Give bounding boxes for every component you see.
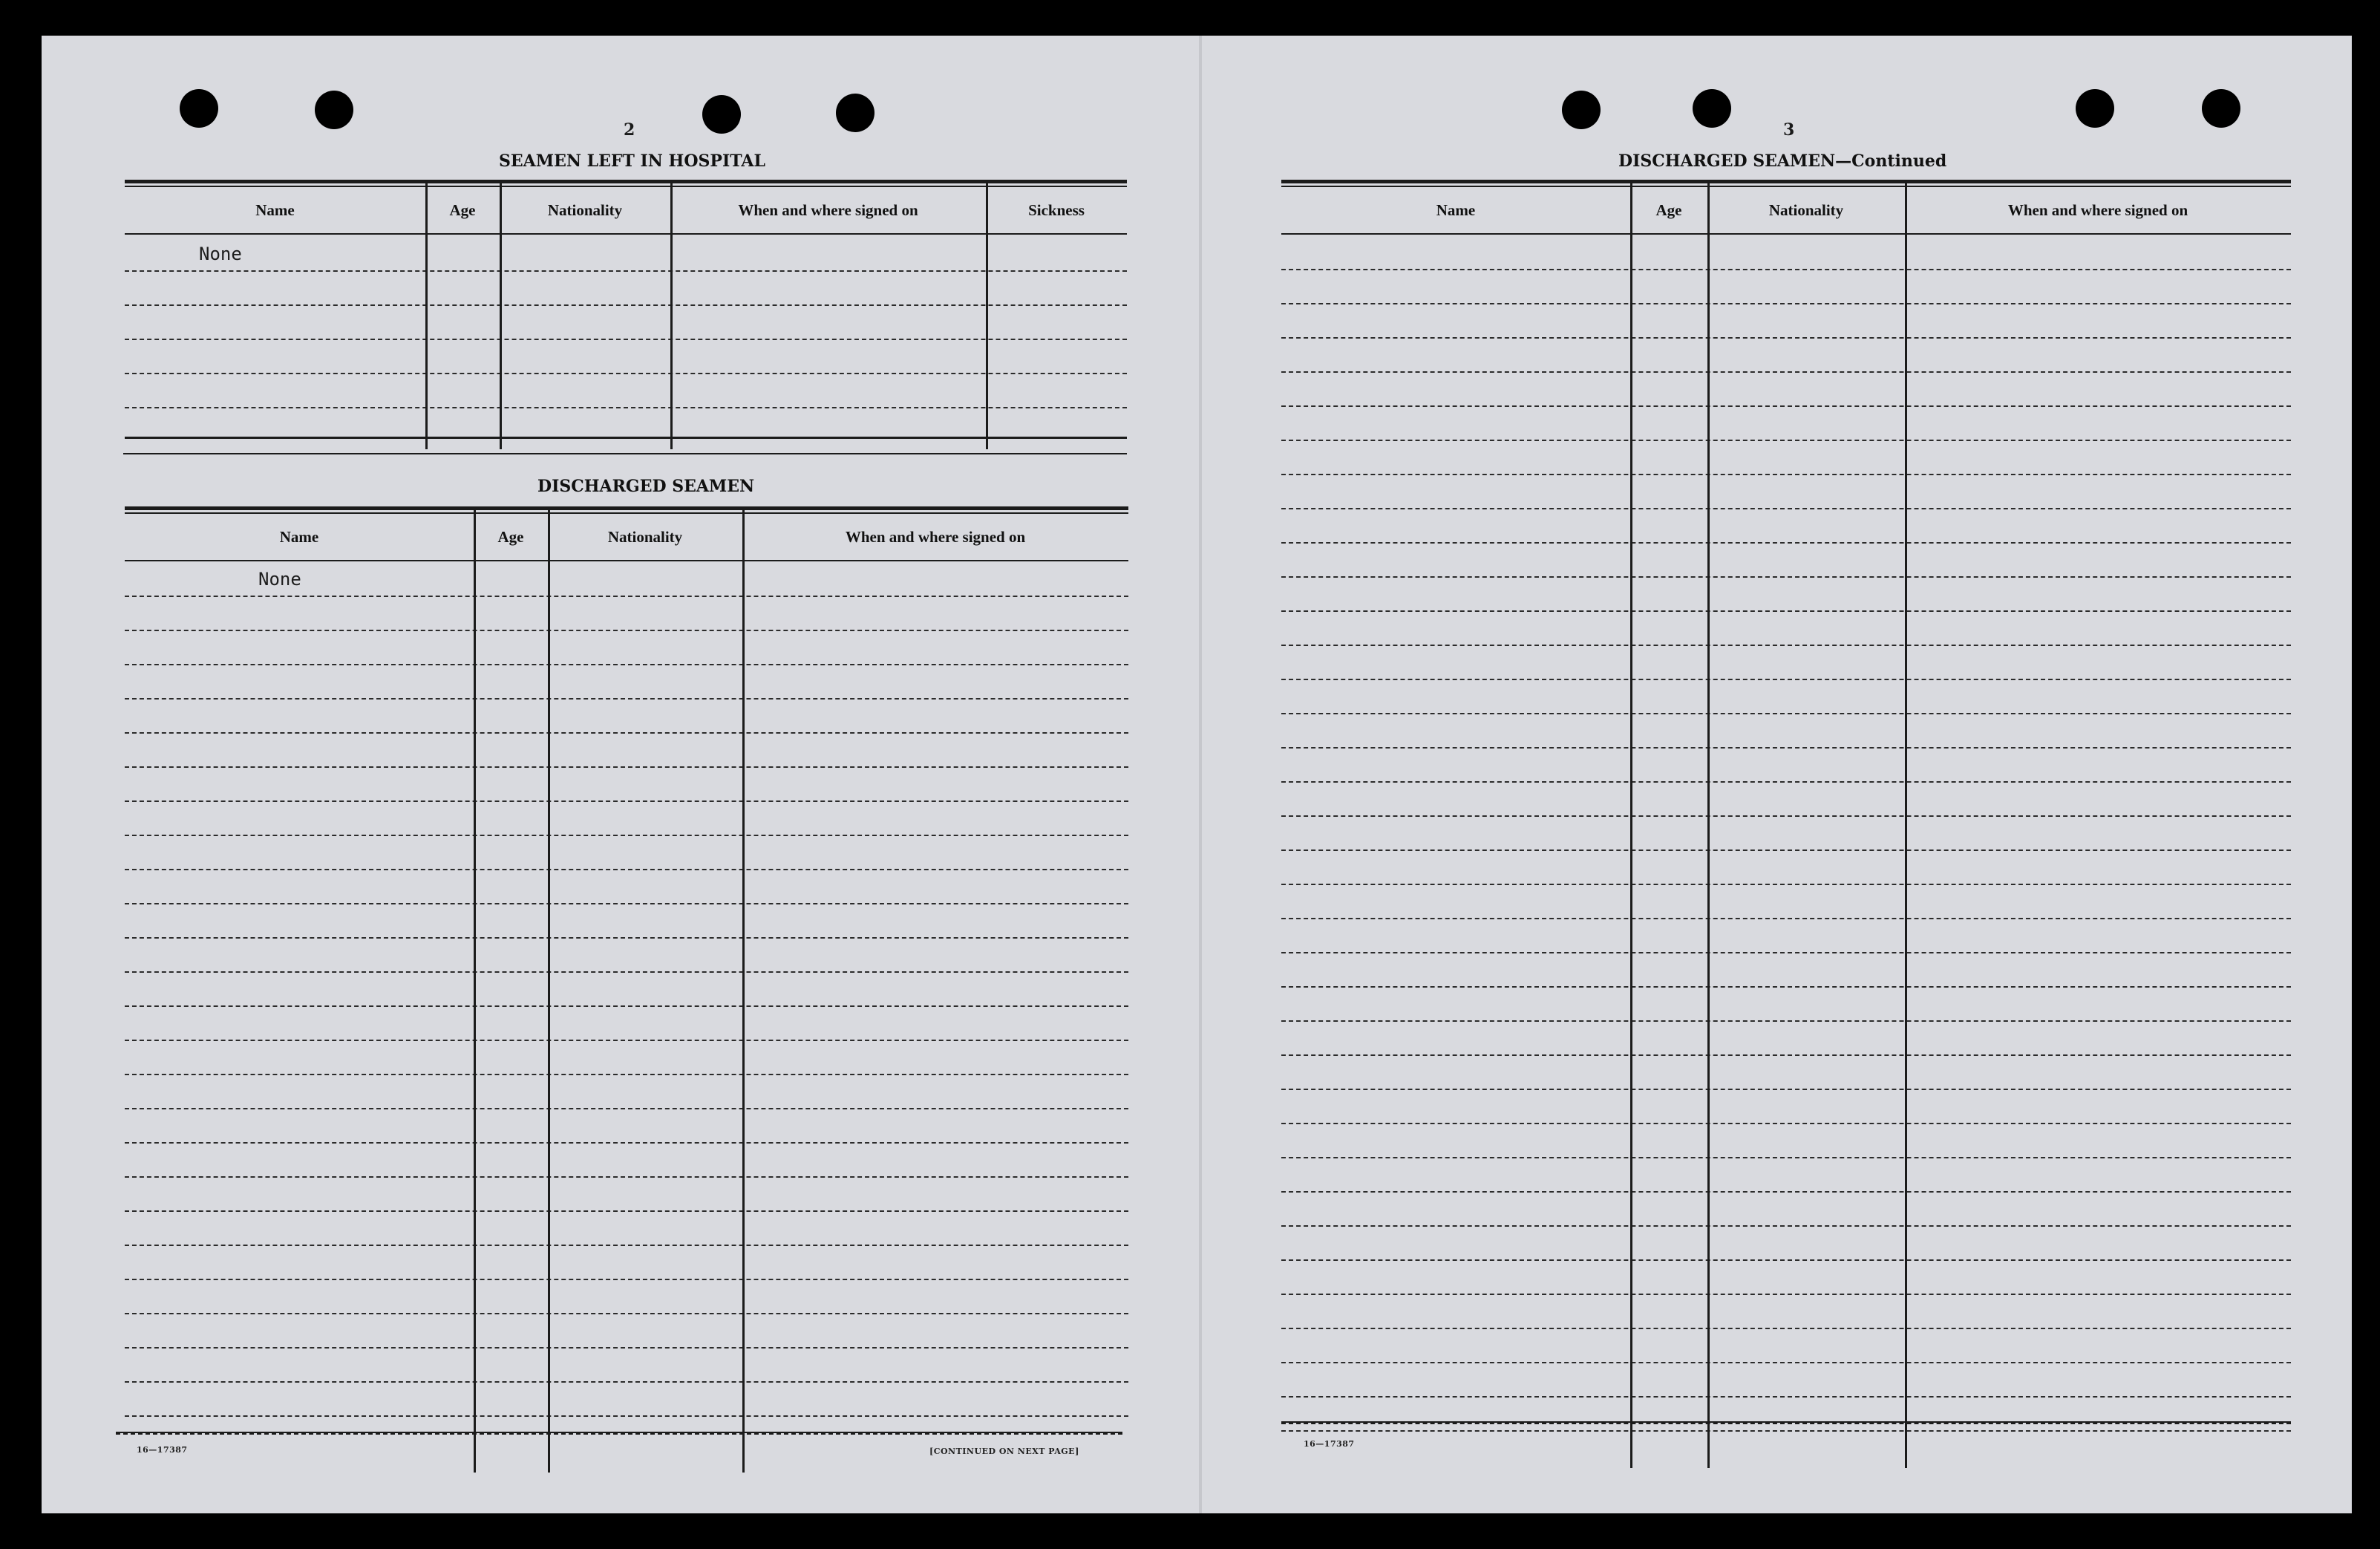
col-header-name: Name — [279, 527, 319, 546]
section-rule — [1281, 1421, 2291, 1424]
title-main: DISCHARGED SEAMEN — [1618, 151, 1836, 171]
continued-note: [CONTINUED ON NEXT PAGE] — [929, 1447, 1079, 1456]
discharged-table-body — [1281, 235, 2291, 1467]
discharged-table-right — [1281, 180, 2291, 1467]
form-number: 16—17387 — [1304, 1439, 1355, 1449]
discharged-table-body — [125, 561, 1128, 1469]
col-header-name: Name — [1436, 200, 1476, 219]
punch-hole — [836, 94, 874, 132]
column-divider — [670, 183, 673, 449]
col-header-name: Name — [255, 200, 295, 219]
punch-hole — [180, 89, 218, 128]
table-row — [125, 561, 1128, 1417]
hospital-table-body — [125, 235, 1127, 446]
punch-hole — [2202, 89, 2240, 128]
column-divider — [474, 510, 476, 1473]
hospital-table-header — [125, 186, 1127, 235]
col-header-nationality: Nationality — [1768, 200, 1844, 219]
document-sheet — [42, 36, 2352, 1513]
col-header-sickness: Sickness — [1028, 200, 1085, 219]
table-row — [125, 235, 1127, 439]
discharged-table-left — [125, 506, 1128, 1469]
punch-hole — [702, 95, 741, 134]
col-header-when-where: When and where signed on — [2007, 200, 2188, 219]
col-header-age: Age — [449, 200, 476, 219]
hospital-section-title: SEAMEN LEFT IN HOSPITAL — [499, 151, 765, 171]
page-fold — [1199, 36, 1202, 1513]
table-row — [1281, 235, 2291, 1432]
discharged-section-title: DISCHARGED SEAMEN — [537, 477, 755, 496]
column-divider — [1905, 183, 1907, 1468]
col-header-age: Age — [497, 527, 524, 546]
page-number: 2 — [624, 120, 635, 140]
discharged-continued-title — [1618, 151, 1946, 171]
column-divider — [1630, 183, 1632, 1468]
punch-hole — [2076, 89, 2114, 128]
page-number: 3 — [1783, 120, 1795, 140]
col-header-age: Age — [1655, 200, 1682, 219]
punch-hole — [315, 91, 353, 129]
hospital-table — [125, 180, 1127, 446]
discharged-table-header — [125, 512, 1128, 561]
section-rule — [123, 453, 1127, 454]
column-divider — [742, 510, 745, 1473]
column-divider — [425, 183, 428, 449]
col-header-when-where: When and where signed on — [738, 200, 918, 219]
section-rule — [116, 1432, 1122, 1435]
column-divider — [500, 183, 502, 449]
discharged-first-entry: None — [258, 569, 301, 590]
col-header-nationality: Nationality — [607, 527, 683, 546]
discharged-table-header — [1281, 186, 2291, 235]
title-suffix: —Continued — [1835, 151, 1947, 171]
column-divider — [548, 510, 550, 1473]
hospital-first-entry: None — [199, 244, 242, 264]
col-header-when-where: When and where signed on — [845, 527, 1026, 546]
form-number: 16—17387 — [137, 1445, 188, 1455]
column-divider — [986, 183, 988, 449]
col-header-nationality: Nationality — [547, 200, 623, 219]
punch-hole — [1562, 91, 1601, 129]
column-divider — [1707, 183, 1710, 1468]
punch-hole — [1693, 89, 1731, 128]
